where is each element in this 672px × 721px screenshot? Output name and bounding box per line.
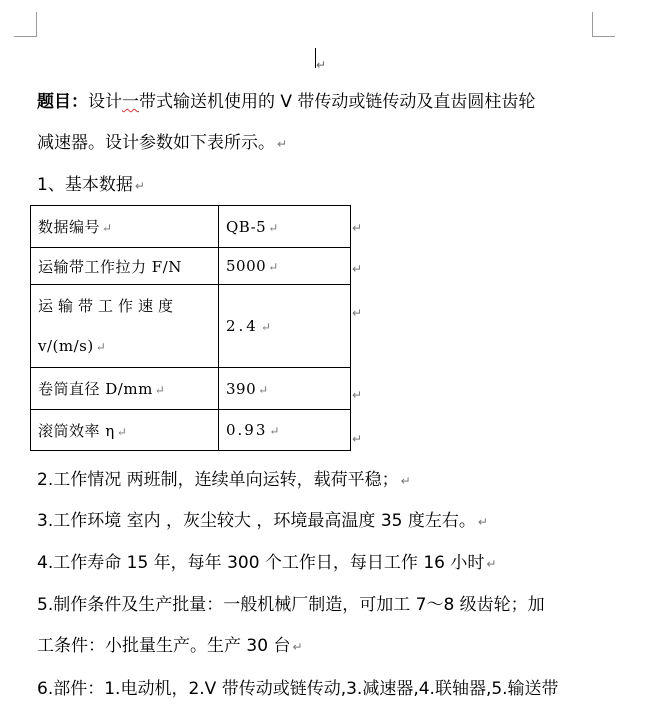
- page-corner-top-left: [14, 12, 37, 37]
- paragraph-mark: ↵: [277, 137, 288, 151]
- title-label: 题目：: [37, 92, 88, 112]
- table-row: [31, 368, 351, 410]
- row-end-mark: ↵: [352, 432, 363, 446]
- table-cell-value[interactable]: 2.4 ↵: [219, 285, 351, 368]
- table-cell-value[interactable]: 0.93 ↵: [219, 410, 351, 451]
- work-life-line[interactable]: 4.工作寿命 15 年，每年 300 个工作日，每日工作 16 小时 ↵: [37, 553, 497, 573]
- page-corner-top-right: [592, 12, 615, 37]
- title-text-c: 带式输送机使用的 V 带传动或链传动及直齿圆柱齿轮: [139, 92, 536, 112]
- title-line-2-text: 减速器。设计参数如下表所示。: [37, 133, 275, 153]
- row-end-mark: ↵: [352, 306, 363, 320]
- row-end-mark: ↵: [352, 388, 363, 402]
- title-text-b: 一: [122, 92, 139, 112]
- manufacturing-line-2[interactable]: 工条件：小批量生产。生产 30 台 ↵: [37, 636, 303, 656]
- manufacturing-line-1[interactable]: 5.制作条件及生产批量：一般机械厂制造，可加工 7～8 级齿轮；加: [37, 595, 545, 615]
- table-cell-value[interactable]: 5000 ↵: [219, 248, 351, 285]
- components-line[interactable]: 6.部件：1.电动机，2.V 带传动或链传动,3.减速器,4.联轴器,5.输送带: [37, 679, 559, 699]
- basic-data-table: [30, 205, 351, 451]
- table-row: [31, 410, 351, 451]
- table-cell-label[interactable]: 数据编号 ↵: [31, 206, 219, 248]
- row-end-mark: ↵: [352, 262, 363, 276]
- table-cell-label[interactable]: 滚筒效率 η ↵: [31, 410, 219, 451]
- paragraph-mark: ↵: [134, 179, 145, 193]
- cursor-paragraph-mark: ↵: [316, 58, 327, 72]
- table-row: [31, 285, 351, 368]
- table-cell-label[interactable]: 运输带工作拉力 F/N: [31, 248, 219, 285]
- table-cell-value[interactable]: 390 ↵: [219, 368, 351, 410]
- work-environment-line[interactable]: 3.工作环境 室内 ，灰尘较大 ，环境最高温度 35 度左右。 ↵: [37, 511, 488, 531]
- title-line-2[interactable]: [37, 133, 287, 154]
- row-end-mark: ↵: [352, 221, 363, 235]
- table-cell-label[interactable]: 卷筒直径 D/mm ↵: [31, 368, 219, 410]
- table-cell-value[interactable]: QB-5 ↵: [219, 206, 351, 248]
- table-row: [31, 248, 351, 285]
- work-condition-line[interactable]: 2.工作情况 两班制，连续单向运转，载荷平稳； ↵: [37, 470, 411, 490]
- title-text-a: 设计: [88, 92, 122, 112]
- section-basic-data-text: 1、基本数据: [37, 175, 133, 195]
- section-basic-data[interactable]: [37, 175, 145, 196]
- title-line-1[interactable]: [37, 92, 535, 112]
- table-row: [31, 206, 351, 248]
- table-cell-label[interactable]: 运输带工作速度 v/(m/s) ↵: [31, 285, 219, 368]
